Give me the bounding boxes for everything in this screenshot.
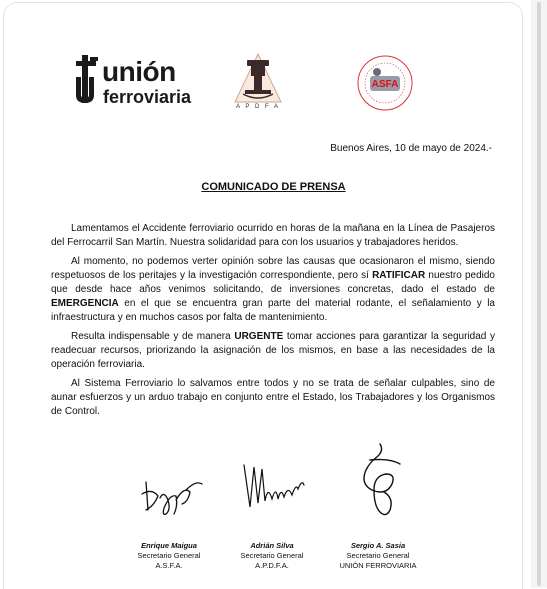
paragraph-2-text-c: nuestro pedido que desde hace años venimos solicitando, de inversiones concretas, dado el estado de: [51, 270, 495, 295]
signer-role: Secretario General: [240, 551, 304, 560]
paragraph-2-text-e: en el que se encuentra gran parte del material rodante, el señalamiento y la infraestructura y en muchos casos por falta de mantenimiento.: [51, 298, 495, 323]
document-body: [51, 222, 495, 424]
paragraph-2-text-a: Al momento, no podemos verter opinión sobre las causas que ocasionaron el mismo, siendo respetuosos de los peritajes y la investigación correspondiente, pero sí: [51, 256, 495, 281]
signer-role: Secretario General: [346, 551, 410, 560]
paragraph-2-emphasis-ratificar: RATIFICAR: [372, 270, 426, 281]
signer-org: A.S.F.A.: [155, 561, 183, 570]
paragraph-4: Al Sistema Ferroviario lo salvamos entre todos y no se trata de señalar culpables, sino de aunar esfuerzos y un arduo trabajo en conjunto entre el Estado, los Trabajadores y los Organismos de Control.: [51, 378, 495, 417]
document-date: Buenos Aires, 10 de mayo de 2024.-: [330, 143, 492, 154]
signature-maigua: [138, 470, 208, 520]
paragraph-3-text-a: Resulta indispensable y de manera: [71, 331, 235, 342]
paragraph-1: Lamentamos el Accidente ferroviario ocurrido en horas de la mañana en la Línea de Pasajeros del Ferrocarril San Martín. Nuestra solidaridad para con los usuarios y trabajadores heridos.: [51, 223, 495, 248]
apdfa-emblem-label: A P D F A: [236, 104, 280, 110]
paragraph-3-emphasis-urgente: URGENTE: [234, 331, 284, 342]
document-title: COMUNICADO DE PRENSA: [201, 181, 346, 193]
union-logo-name: unión: [102, 56, 176, 87]
signer-block-sasia: [303, 541, 453, 571]
signer-org: A.P.D.F.A.: [255, 561, 289, 570]
signature-silva: [238, 455, 310, 515]
signature-sasia: [350, 440, 408, 520]
asfa-emblem-icon: [356, 52, 414, 114]
signer-name: Enrique Maigua: [141, 541, 197, 550]
signer-name: Adrián Silva: [250, 541, 294, 550]
paragraph-3-text-c: tomar acciones para garantizar la seguridad y readecuar recursos, priorizando la asignación de los mismos, en base a las necesidades de la operación ferroviaria.: [51, 331, 496, 370]
signer-role: Secretario General: [137, 551, 201, 560]
signer-org: UNIÓN FERROVIARIA: [339, 561, 417, 570]
union-ferroviaria-logo: [74, 55, 204, 111]
paragraph-3: [51, 330, 495, 372]
paragraph-2-emphasis-emergencia: EMERGENCIA: [51, 298, 119, 309]
union-ferroviaria-icon: [74, 55, 100, 105]
paragraph-2: [51, 255, 495, 325]
union-logo-subtitle: ferroviaria: [103, 87, 192, 107]
scrollbar-thumb[interactable]: [537, 2, 541, 586]
signer-name: Sergio A. Sasia: [350, 541, 406, 550]
svg-text:ASFA: ASFA: [371, 79, 399, 90]
